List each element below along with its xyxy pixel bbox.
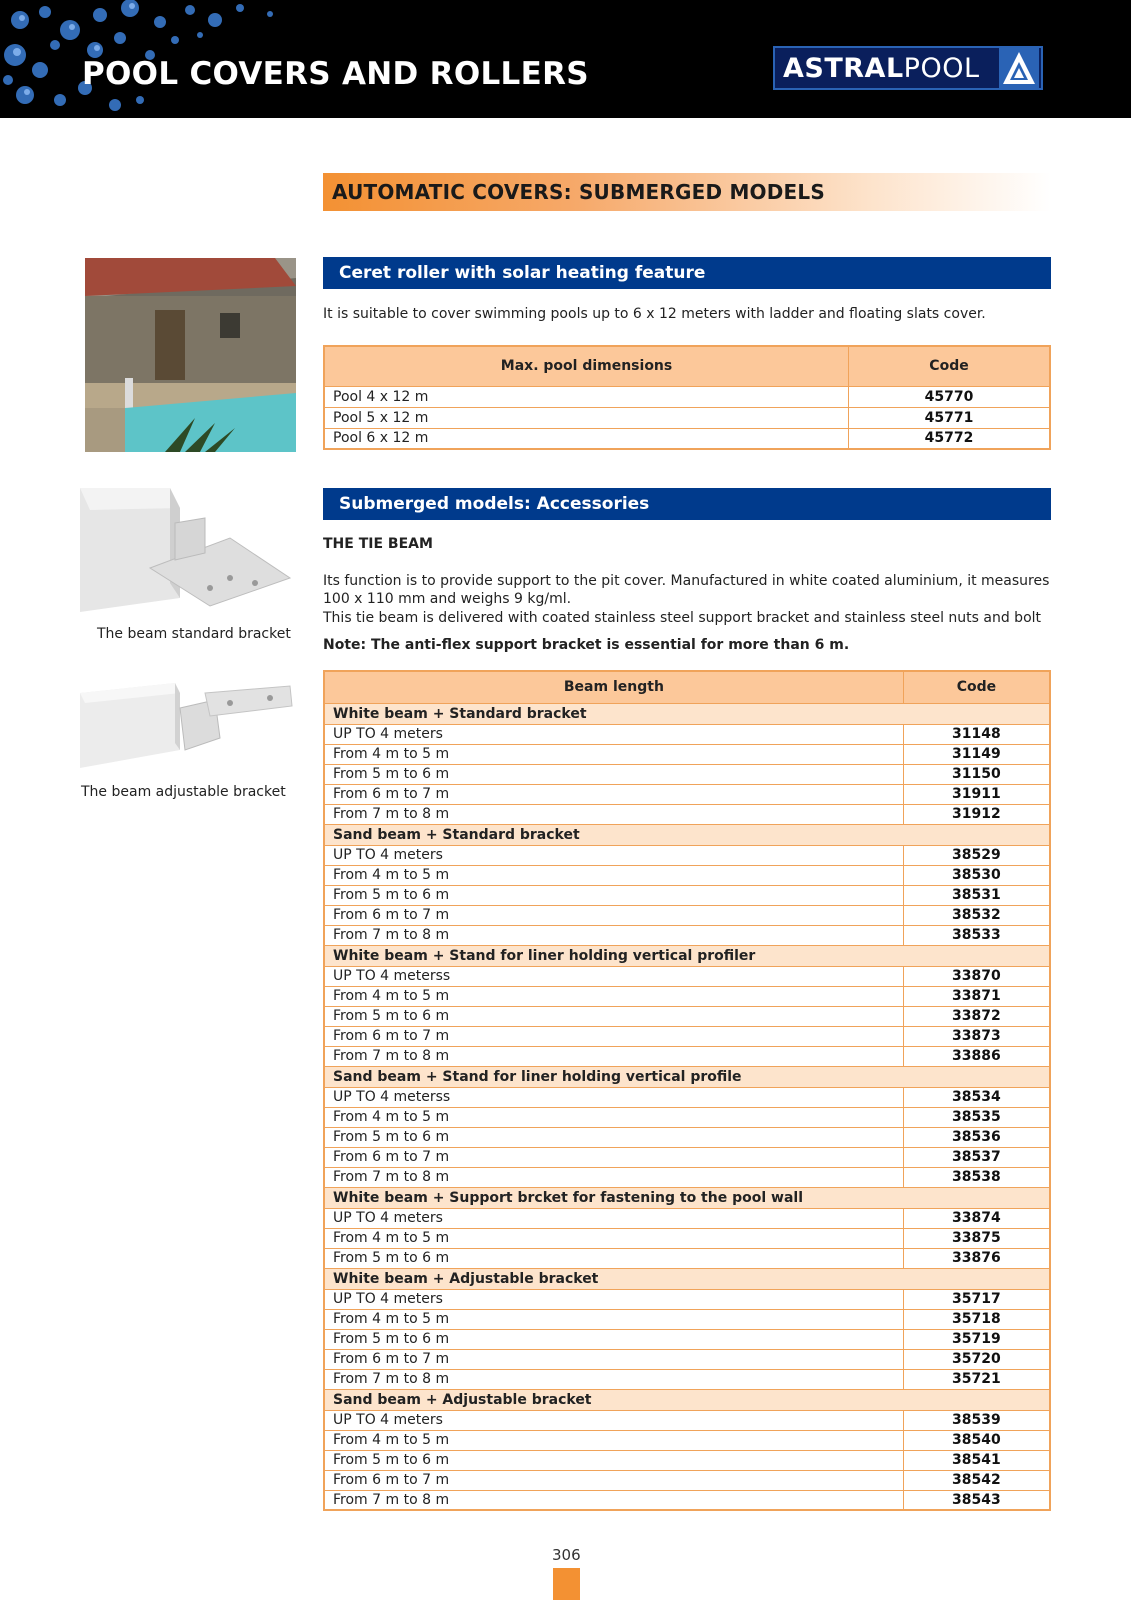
table-row: [324, 1026, 1050, 1046]
table-row: [324, 1167, 1050, 1187]
beam-length-cell: From 6 m to 7 m: [324, 905, 903, 925]
adjustable-bracket-photo: [80, 678, 296, 770]
table-row: [324, 1410, 1050, 1430]
page-tab-marker: [553, 1568, 580, 1600]
code-cell: 38542: [903, 1470, 1050, 1490]
page-title: POOL COVERS AND ROLLERS: [82, 56, 589, 92]
code-cell: 38531: [903, 885, 1050, 905]
beam-length-cell: From 4 m to 5 m: [324, 1228, 903, 1248]
code-cell: 38543: [903, 1490, 1050, 1510]
table-row: [324, 1147, 1050, 1167]
astralpool-logo: [773, 46, 1043, 90]
code-cell: 45771: [849, 407, 1050, 428]
code-cell: 31148: [903, 724, 1050, 744]
code-cell: 45772: [849, 428, 1050, 449]
logo-triangle-icon: [999, 48, 1039, 88]
table-row: [324, 1248, 1050, 1268]
table-row: [324, 804, 1050, 824]
code-cell: 38529: [903, 845, 1050, 865]
table-row: [324, 1127, 1050, 1147]
beam-length-cell: From 4 m to 5 m: [324, 1107, 903, 1127]
beam-length-cell: From 7 m to 8 m: [324, 1046, 903, 1066]
beam-length-cell: From 5 m to 6 m: [324, 764, 903, 784]
beam-length-cell: From 6 m to 7 m: [324, 1349, 903, 1369]
code-cell: 45770: [849, 386, 1050, 407]
beam-length-cell: From 6 m to 7 m: [324, 1147, 903, 1167]
code-cell: 33886: [903, 1046, 1050, 1066]
table-row: [324, 1430, 1050, 1450]
pool-dimension-cell: Pool 5 x 12 m: [324, 407, 849, 428]
code-cell: 33870: [903, 966, 1050, 986]
table-row: [324, 764, 1050, 784]
table-row: [324, 724, 1050, 744]
beam-length-cell: From 5 m to 6 m: [324, 1450, 903, 1470]
table-row: [324, 386, 1050, 407]
code-cell: 33872: [903, 1006, 1050, 1026]
beam-length-cell: From 4 m to 5 m: [324, 744, 903, 764]
table-row: [324, 986, 1050, 1006]
beam-length-cell: UP TO 4 meters: [324, 724, 903, 744]
code-cell: 38540: [903, 1430, 1050, 1450]
table-row: [324, 1228, 1050, 1248]
table-row: [324, 1450, 1050, 1470]
beam-length-cell: From 6 m to 7 m: [324, 1026, 903, 1046]
accessories-heading: Submerged models: Accessories: [323, 488, 1051, 520]
pool-dimensions-table: [323, 345, 1051, 450]
table-row: [324, 1349, 1050, 1369]
code-cell: 38535: [903, 1107, 1050, 1127]
code-cell: 35720: [903, 1349, 1050, 1369]
column-header-code: Code: [903, 671, 1050, 703]
beam-length-cell: From 5 m to 6 m: [324, 885, 903, 905]
beam-length-cell: From 4 m to 5 m: [324, 865, 903, 885]
table-row: [324, 784, 1050, 804]
group-title: Sand beam + Adjustable bracket: [324, 1389, 1050, 1410]
table-row: [324, 1289, 1050, 1309]
code-cell: 35718: [903, 1309, 1050, 1329]
code-cell: 38534: [903, 1087, 1050, 1107]
table-group-row: [324, 1066, 1050, 1087]
code-cell: 38537: [903, 1147, 1050, 1167]
code-cell: 33873: [903, 1026, 1050, 1046]
table-row: [324, 905, 1050, 925]
page-number: 306: [552, 1546, 581, 1564]
beam-length-cell: From 5 m to 6 m: [324, 1329, 903, 1349]
group-title: White beam + Adjustable bracket: [324, 1268, 1050, 1289]
code-cell: 33871: [903, 986, 1050, 1006]
beam-length-cell: UP TO 4 meters: [324, 845, 903, 865]
beam-length-cell: UP TO 4 meterss: [324, 966, 903, 986]
table-row: [324, 1309, 1050, 1329]
pool-dimension-cell: Pool 6 x 12 m: [324, 428, 849, 449]
table-row: [324, 1208, 1050, 1228]
table-row: [324, 865, 1050, 885]
group-title: Sand beam + Standard bracket: [324, 824, 1050, 845]
table-row: [324, 744, 1050, 764]
table-row: [324, 428, 1050, 449]
beam-length-cell: UP TO 4 meters: [324, 1289, 903, 1309]
page-header: [0, 0, 1131, 118]
code-cell: 38541: [903, 1450, 1050, 1470]
table-group-row: [324, 1187, 1050, 1208]
beam-length-cell: From 5 m to 6 m: [324, 1006, 903, 1026]
table-row: [324, 885, 1050, 905]
code-cell: 38539: [903, 1410, 1050, 1430]
beam-length-cell: From 7 m to 8 m: [324, 925, 903, 945]
code-cell: 31911: [903, 784, 1050, 804]
table-row: [324, 966, 1050, 986]
code-cell: 31149: [903, 744, 1050, 764]
table-row: [324, 1329, 1050, 1349]
code-cell: 35721: [903, 1369, 1050, 1389]
tie-beam-description: Its function is to provide support to the pit cover. Manufactured in white coated aluminium, it measures 100 x 110 mm and weighs 9 kg/ml.: [323, 573, 1050, 607]
code-cell: 35719: [903, 1329, 1050, 1349]
standard-bracket-photo: [80, 488, 296, 612]
group-title: White beam + Standard bracket: [324, 703, 1050, 724]
code-cell: 38538: [903, 1167, 1050, 1187]
table-row: [324, 1470, 1050, 1490]
beam-length-cell: From 4 m to 5 m: [324, 986, 903, 1006]
roller-heading: Ceret roller with solar heating feature: [323, 257, 1051, 289]
table-row: [324, 1087, 1050, 1107]
table-group-row: [324, 945, 1050, 966]
beam-length-cell: From 4 m to 5 m: [324, 1430, 903, 1450]
group-title: White beam + Support brcket for fastening to the pool wall: [324, 1187, 1050, 1208]
code-cell: 33874: [903, 1208, 1050, 1228]
code-cell: 38530: [903, 865, 1050, 885]
beam-length-cell: From 4 m to 5 m: [324, 1309, 903, 1329]
beam-length-cell: From 7 m to 8 m: [324, 1490, 903, 1510]
tie-beam-delivery: This tie beam is delivered with coated stainless steel support bracket and stainless steel nuts and bolt: [323, 610, 1042, 626]
table-group-row: [324, 824, 1050, 845]
table-group-row: [324, 703, 1050, 724]
group-title: White beam + Stand for liner holding vertical profiler: [324, 945, 1050, 966]
tie-beam-note: Note: The anti-flex support bracket is essential for more than 6 m.: [323, 637, 850, 653]
code-cell: 38532: [903, 905, 1050, 925]
code-cell: 35717: [903, 1289, 1050, 1309]
table-row: [324, 1046, 1050, 1066]
column-header-beam-length: Beam length: [324, 671, 903, 703]
beam-length-table: [323, 670, 1051, 1511]
code-cell: 31912: [903, 804, 1050, 824]
code-cell: 31150: [903, 764, 1050, 784]
code-cell: 33875: [903, 1228, 1050, 1248]
table-group-row: [324, 1389, 1050, 1410]
code-cell: 38533: [903, 925, 1050, 945]
table-row: [324, 1006, 1050, 1026]
group-title: Sand beam + Stand for liner holding vertical profile: [324, 1066, 1050, 1087]
roller-description: It is suitable to cover swimming pools up to 6 x 12 meters with ladder and floating slats cover.: [323, 306, 986, 322]
adjustable-bracket-caption: The beam adjustable bracket: [81, 784, 286, 800]
logo-text: ASTRALPOOL: [783, 52, 980, 84]
table-row: [324, 1107, 1050, 1127]
table-row: [324, 925, 1050, 945]
column-header-code: Code: [849, 346, 1050, 386]
tie-beam-subtitle: THE TIE BEAM: [323, 536, 433, 552]
pool-house-photo: [85, 258, 296, 452]
pool-dimension-cell: Pool 4 x 12 m: [324, 386, 849, 407]
beam-length-cell: UP TO 4 meters: [324, 1410, 903, 1430]
table-row: [324, 845, 1050, 865]
table-row: [324, 1369, 1050, 1389]
code-cell: 38536: [903, 1127, 1050, 1147]
beam-length-cell: From 5 m to 6 m: [324, 1127, 903, 1147]
section-title: AUTOMATIC COVERS: SUBMERGED MODELS: [323, 173, 1051, 211]
beam-length-cell: From 6 m to 7 m: [324, 1470, 903, 1490]
table-row: [324, 407, 1050, 428]
beam-length-cell: UP TO 4 meters: [324, 1208, 903, 1228]
table-row: [324, 1490, 1050, 1510]
beam-length-cell: From 6 m to 7 m: [324, 784, 903, 804]
beam-length-cell: From 5 m to 6 m: [324, 1248, 903, 1268]
table-group-row: [324, 1268, 1050, 1289]
beam-length-cell: UP TO 4 meterss: [324, 1087, 903, 1107]
beam-length-cell: From 7 m to 8 m: [324, 804, 903, 824]
code-cell: 33876: [903, 1248, 1050, 1268]
beam-length-cell: From 7 m to 8 m: [324, 1369, 903, 1389]
beam-length-cell: From 7 m to 8 m: [324, 1167, 903, 1187]
column-header-dimensions: Max. pool dimensions: [324, 346, 849, 386]
standard-bracket-caption: The beam standard bracket: [97, 626, 291, 642]
